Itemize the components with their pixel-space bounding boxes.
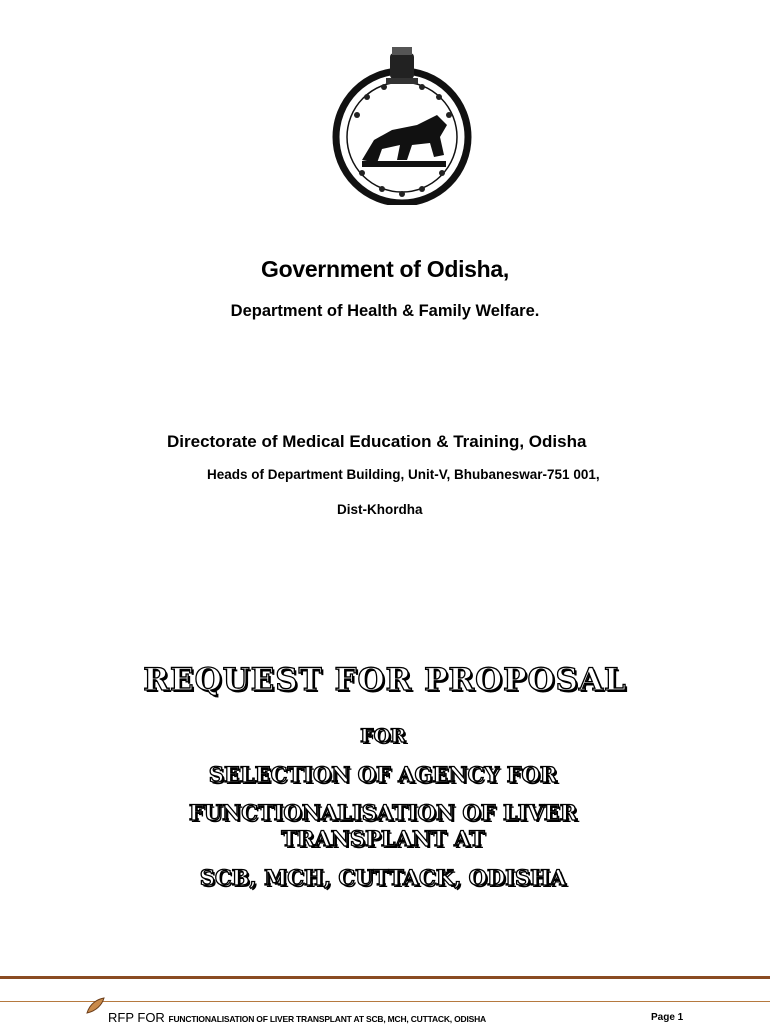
rfp-subject-line-1: SELECTION OF AGENCY FOR [208,762,558,787]
rfp-heading: REQUEST FOR PROPOSAL [143,662,627,698]
district-line: Dist-Khordha [337,502,423,517]
rfp-subject-line-2: FUNCTIONALISATION OF LIVER [188,800,578,825]
government-title: Government of Odisha, [260,256,509,282]
footer-text [108,1010,486,1025]
address-line: Heads of Department Building, Unit-V, Bhubaneswar-751 001, [207,467,600,482]
directorate-title: Directorate of Medical Education & Training, Odisha [167,432,587,451]
leaf-icon [84,995,106,1017]
footer-prefix: RFP FOR [108,1010,165,1025]
footer-title: FUNCTIONALISATION OF LIVER TRANSPLANT AT SCB, MCH, CUTTACK, ODISHA [168,1014,486,1024]
department-title: Department of Health & Family Welfare. [230,302,540,320]
footer-rule-thin [0,1001,770,1002]
footer-rule [0,976,770,979]
rfp-for: FOR [360,725,406,747]
odisha-emblem-icon [322,45,482,205]
page-number: Page 1 [651,1012,684,1023]
rfp-subject-line-4: SCB, MCH, CUTTACK, ODISHA [199,865,567,890]
rfp-subject-line-3: TRANSPLANT AT [281,826,485,851]
